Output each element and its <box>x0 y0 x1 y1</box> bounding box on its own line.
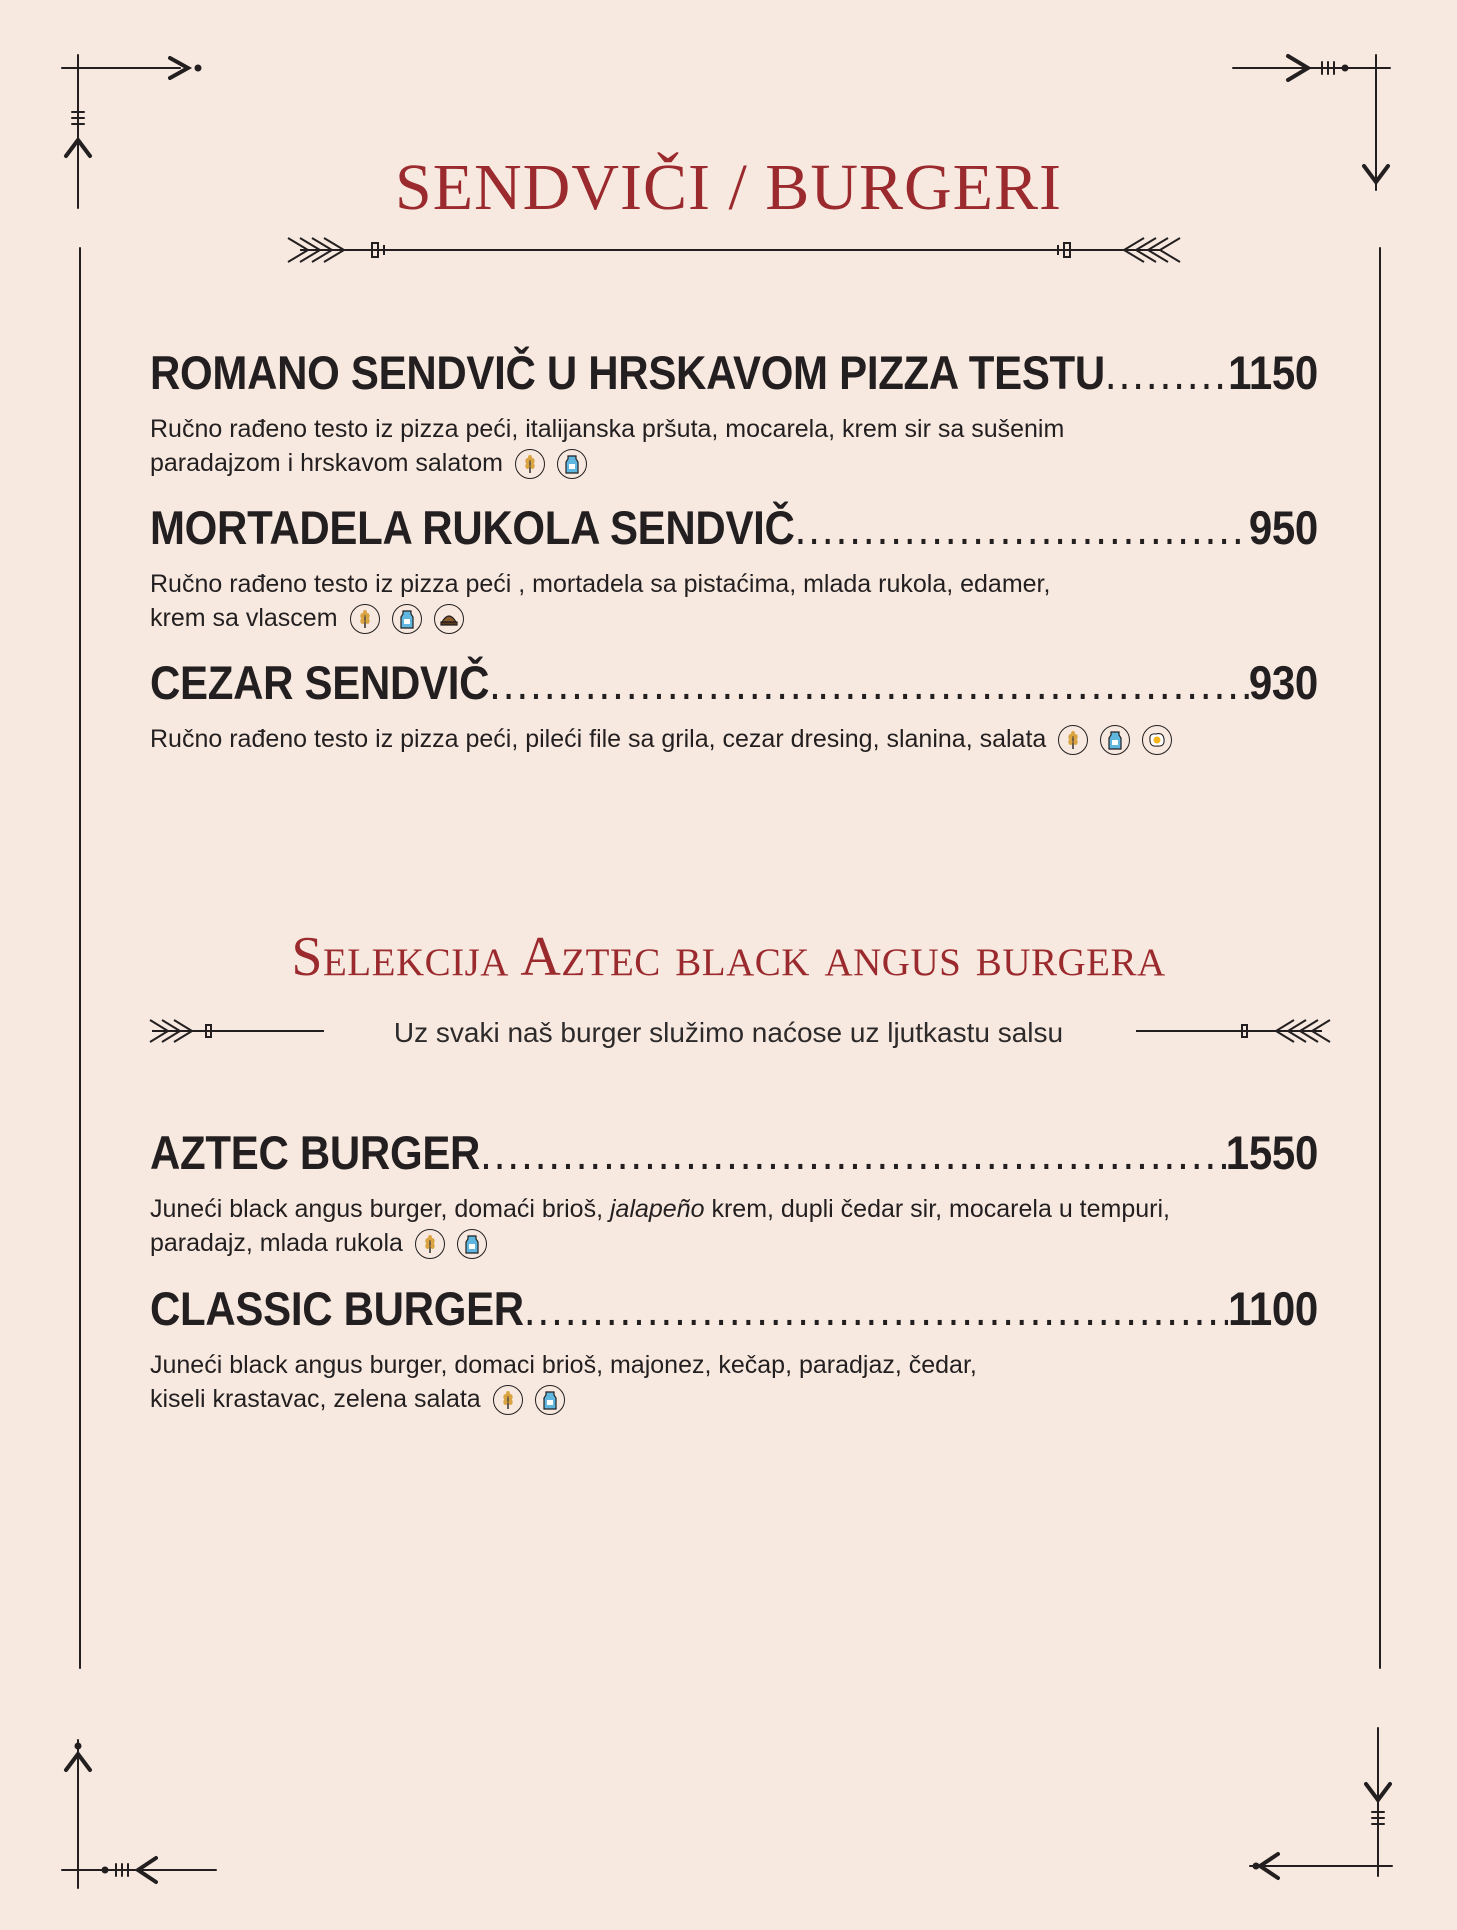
item-name: CEZAR SENDVIČ <box>150 656 490 710</box>
page-title: SENDVIČI / BURGERI <box>394 151 1062 224</box>
item-price: 1100 <box>1228 1282 1318 1336</box>
description-line: Ručno rađeno testo iz pizza peći, italijanska pršuta, mocarela, krem sir sa sušenim <box>150 415 1065 443</box>
description-text: Ručno rađeno testo iz pizza peći, pileći file sa grila, cezar dresing, slanina, salata <box>150 725 1047 753</box>
item-description <box>150 1192 1318 1260</box>
milk-icon <box>557 449 587 479</box>
milk-icon <box>535 1385 565 1415</box>
description-line <box>150 1382 1318 1416</box>
description-text: kiseli krastavac, zelena salata <box>150 1385 481 1413</box>
item-description <box>150 567 1318 635</box>
menu-item-header <box>150 339 1318 408</box>
description-line: Juneći black angus burger, domaci brioš, majonez, kečap, paradjaz, čedar, <box>150 1351 977 1379</box>
milk-icon <box>392 604 422 634</box>
item-price: 950 <box>1248 501 1318 555</box>
description-italic-text: jalapeño <box>609 1195 705 1223</box>
title-divider-arrow <box>288 238 1180 262</box>
milk-icon <box>457 1229 487 1259</box>
menu-item-header <box>150 1119 1318 1188</box>
menu-item-romano <box>150 346 1318 480</box>
item-description <box>150 412 1318 480</box>
menu-item-cezar <box>150 656 1318 756</box>
description-line <box>150 1226 1318 1260</box>
leader-dots <box>795 494 1249 563</box>
leader-dots <box>524 1275 1228 1344</box>
menu-item-classic-burger <box>150 1282 1318 1416</box>
description-text: paradajz, mlada rukola <box>150 1229 403 1257</box>
item-price: 1550 <box>1225 1126 1318 1180</box>
leader-dots <box>480 1119 1226 1188</box>
menu-item-header <box>150 1275 1318 1344</box>
wheat-icon <box>415 1229 445 1259</box>
description-text: paradajzom i hrskavom salatom <box>150 449 503 477</box>
description-text: krem, dupli čedar sir, mocarela u tempuri, <box>704 1195 1170 1223</box>
item-description <box>150 722 1318 756</box>
menu-item-aztec-burger <box>150 1126 1318 1260</box>
wheat-icon <box>515 449 545 479</box>
section-title: Selekcija Aztec black angus burgera <box>291 926 1166 988</box>
section-subtitle: Uz svaki naš burger služimo naćose uz ljutkastu salsu <box>393 1017 1064 1048</box>
milk-icon <box>1100 725 1130 755</box>
egg-icon <box>1142 725 1172 755</box>
wheat-icon <box>350 604 380 634</box>
description-line <box>150 446 1318 480</box>
description-line <box>150 1192 1318 1226</box>
item-name: AZTEC BURGER <box>150 1126 481 1180</box>
nut-icon <box>434 604 464 634</box>
description-line <box>150 722 1318 756</box>
description-text: Juneći black angus burger, domaći brioš, <box>150 1195 610 1223</box>
item-description <box>150 1348 1318 1416</box>
item-name: CLASSIC BURGER <box>150 1282 524 1336</box>
item-price: 1150 <box>1228 346 1318 400</box>
menu-item-header <box>150 649 1318 718</box>
item-name: ROMANO SENDVIČ U HRSKAVOM PIZZA TESTU <box>150 346 1105 400</box>
description-line: Ručno rađeno testo iz pizza peći , mortadela sa pistaćima, mlada rukola, edamer, <box>150 570 1051 598</box>
menu-item-header <box>150 494 1318 563</box>
description-line <box>150 601 1318 635</box>
item-name: MORTADELA RUKOLA SENDVIČ <box>150 501 795 555</box>
wheat-icon <box>493 1385 523 1415</box>
item-price: 930 <box>1248 656 1318 710</box>
wheat-icon <box>1058 725 1088 755</box>
leader-dots <box>1105 339 1228 408</box>
menu-item-mortadela <box>150 501 1318 635</box>
description-text: krem sa vlascem <box>150 604 338 632</box>
leader-dots <box>489 649 1249 718</box>
